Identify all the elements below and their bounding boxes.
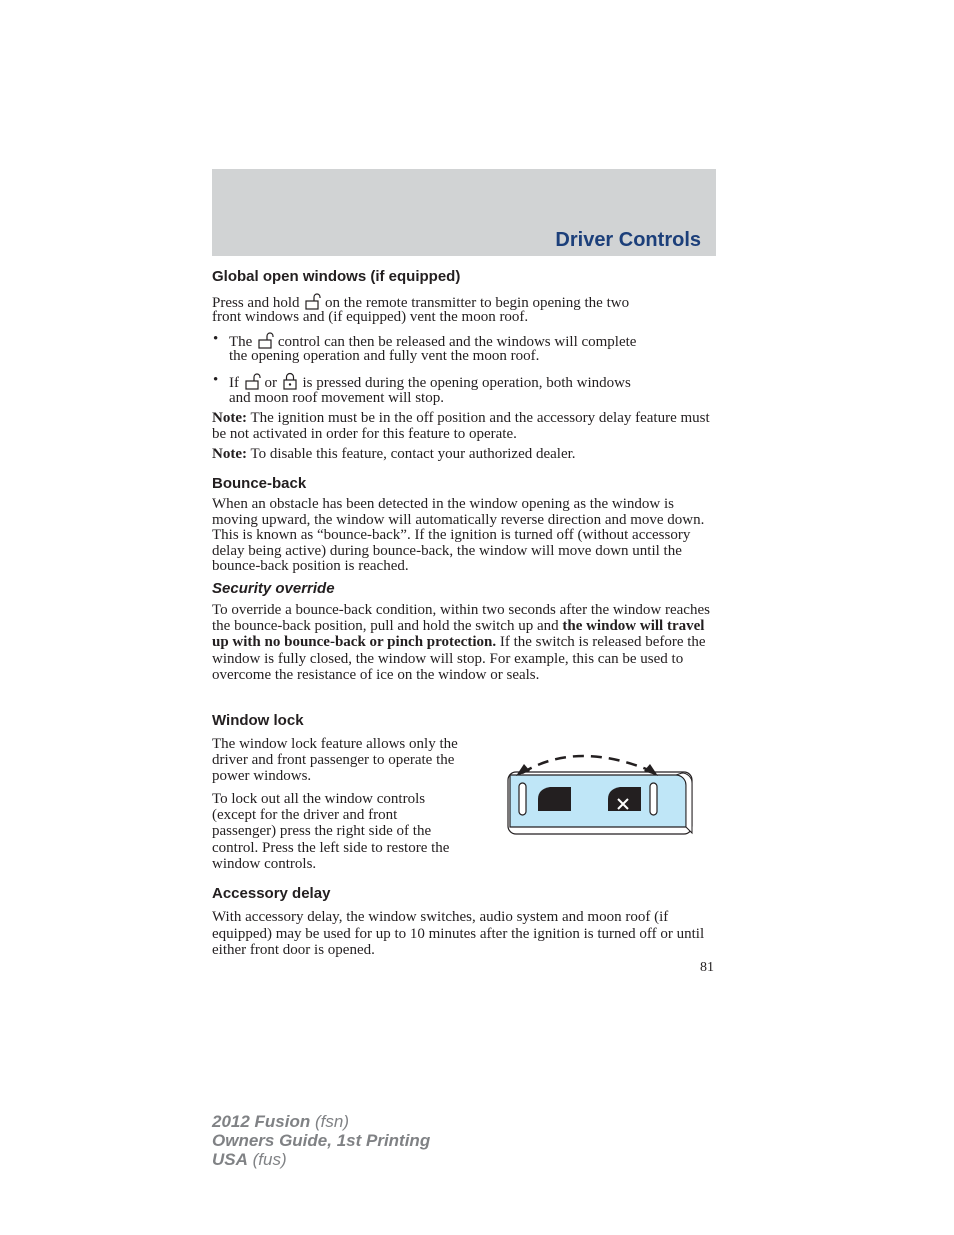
heading-security-override: Security override xyxy=(212,580,335,597)
global-open-paragraph-line2: front windows and (if equipped) vent the moon roof. xyxy=(212,309,529,325)
bullet1-line2: the opening operation and fully vent the moon roof. xyxy=(229,348,540,364)
note-text: To disable this feature, contact your authorized dealer. xyxy=(250,446,576,462)
document-footer xyxy=(212,1112,430,1169)
text: If the switch is released before the window is fully closed, the window will stop. For example, this can be used to overcome the resistance of ice on the window or seals. xyxy=(212,634,706,683)
note-label: Note: xyxy=(212,446,247,462)
window-lock-paragraph-2: To lock out all the window controls (except for the driver and front passenger) press the right side of the control. Press the left side to restore the window controls. xyxy=(212,791,450,872)
security-override-paragraph xyxy=(212,602,712,683)
note-label: Note: xyxy=(212,410,247,426)
lock-icon xyxy=(281,372,299,390)
footer-line-3 xyxy=(212,1150,430,1169)
note-1 xyxy=(212,411,712,442)
section-header-band xyxy=(212,169,716,256)
accessory-delay-paragraph: With accessory delay, the window switches, audio system and moon roof (if equipped) may be used for up to 10 minutes after the ignition is turned off or until either front door is opened. xyxy=(212,909,705,958)
heading-global-open: Global open windows (if equipped) xyxy=(212,268,461,285)
footer-line-1 xyxy=(212,1112,430,1131)
note-text: The ignition must be in the off position and the accessory delay feature must be not activated in order for this feature to operate. xyxy=(212,410,710,442)
section-title: Driver Controls xyxy=(555,229,701,251)
bullet-dot: • xyxy=(213,331,219,347)
unlock-icon xyxy=(256,331,274,349)
bold-text: the window will travel up with no bounce-back or pinch protection. xyxy=(212,618,705,651)
footer-code: (fsn) xyxy=(310,1112,349,1131)
unlock-icon xyxy=(243,372,261,390)
text: To override a bounce-back condition, within two seconds after the window reaches the bounce-back position, pull and hold the switch up and xyxy=(212,602,710,635)
footer-guide: Owners Guide, 1st Printing xyxy=(212,1131,431,1150)
heading-window-lock: Window lock xyxy=(212,712,304,729)
heading-accessory-delay: Accessory delay xyxy=(212,885,331,902)
unlock-icon xyxy=(303,292,321,310)
text: is pressed during the opening operation, both windows xyxy=(302,375,631,391)
text: If xyxy=(229,375,239,391)
footer-line-2 xyxy=(212,1131,430,1150)
footer-model: 2012 Fusion xyxy=(212,1112,311,1131)
text: The xyxy=(229,334,253,350)
text: control can then be released and the windows will complete xyxy=(277,334,637,350)
bullet-dot: • xyxy=(213,372,219,388)
text: Press and hold xyxy=(212,295,300,311)
bullet2-line1 xyxy=(229,372,631,392)
footer-market: USA xyxy=(212,1150,248,1169)
bounce-back-paragraph: When an obstacle has been detected in the window opening as the window is moving upward, the window will automatically reverse direction and move down. This is known as “bounce-back”. If the ignition is turned off (without accessory delay being active) during bounce-back, the window will move down until the bounce-back position is reached. xyxy=(212,496,705,574)
heading-bounce-back: Bounce-back xyxy=(212,475,307,492)
window-lock-switch-illustration xyxy=(500,745,700,840)
window-lock-paragraph-1: The window lock feature allows only the driver and front passenger to operate the power windows. xyxy=(212,736,458,784)
page-number: 81 xyxy=(700,960,714,975)
text: on the remote transmitter to begin opening the two xyxy=(325,295,630,311)
footer-code: (fus) xyxy=(247,1150,287,1169)
text: or xyxy=(264,375,277,391)
note-2 xyxy=(212,447,712,463)
bullet2-line2: and moon roof movement will stop. xyxy=(229,390,444,406)
